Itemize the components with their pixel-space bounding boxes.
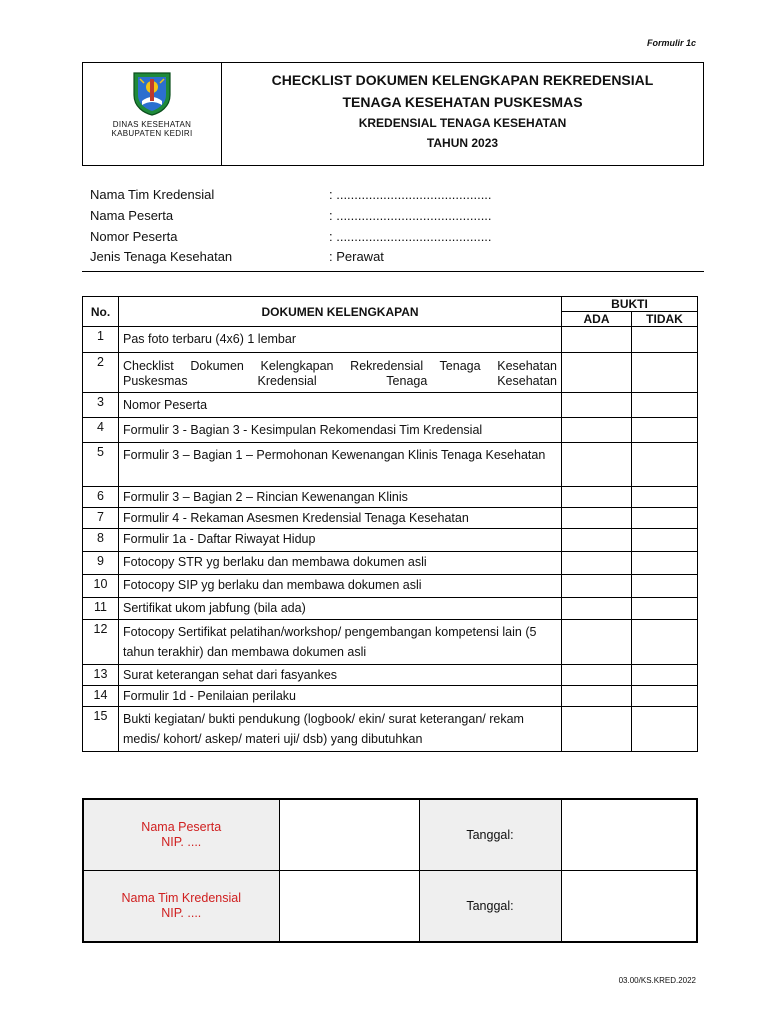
row-doc: Surat keterangan sehat dari fasyankes — [119, 665, 562, 686]
row-no: 1 — [83, 327, 119, 353]
col-no-header: No. — [83, 297, 119, 327]
col-bukti-header: BUKTI — [562, 297, 698, 312]
tidak-cell[interactable] — [632, 443, 698, 487]
ada-cell[interactable] — [562, 508, 632, 529]
tim-name-label: Nama Tim Kredensial — [121, 891, 241, 905]
ada-cell[interactable] — [562, 353, 632, 393]
row-no: 11 — [83, 598, 119, 620]
col-ada-header: ADA — [562, 312, 632, 327]
peserta-name-label: Nama Peserta — [141, 820, 222, 834]
row-doc: Fotocopy Sertifikat pelatihan/workshop/ pengembangan kompetensi lain (5 tahun terakhir) dan membawa dokumen asli — [119, 620, 562, 665]
row-doc: Formulir 3 – Bagian 2 – Rincian Kewenangan Klinis — [119, 487, 562, 508]
row-doc: Fotocopy SIP yg berlaku dan membawa dokumen asli — [119, 575, 562, 598]
ada-cell[interactable] — [562, 707, 632, 752]
table-row — [83, 393, 698, 418]
ada-cell[interactable] — [562, 552, 632, 575]
tim-nip-label: NIP. .... — [161, 906, 202, 920]
row-no: 13 — [83, 665, 119, 686]
document-code: 03.00/KS.KRED.2022 — [618, 976, 696, 985]
row-doc: Formulir 1a - Daftar Riwayat Hidup — [119, 529, 562, 552]
tidak-cell[interactable] — [632, 598, 698, 620]
tidak-cell[interactable] — [632, 686, 698, 707]
row-no: 7 — [83, 508, 119, 529]
signature-table — [82, 798, 698, 943]
tidak-cell[interactable] — [632, 353, 698, 393]
row-doc: Formulir 4 - Rekaman Asesmen Kredensial Tenaga Kesehatan — [119, 508, 562, 529]
tim-date-label: Tanggal: — [419, 871, 561, 943]
ada-cell[interactable] — [562, 443, 632, 487]
row-doc: Fotocopy STR yg berlaku dan membawa dokumen asli — [119, 552, 562, 575]
table-row — [83, 353, 698, 393]
row-no: 8 — [83, 529, 119, 552]
tidak-cell[interactable] — [632, 327, 698, 353]
row-no: 9 — [83, 552, 119, 575]
row-no: 4 — [83, 418, 119, 443]
row-no: 2 — [83, 353, 119, 393]
table-row — [83, 443, 698, 487]
info-value-tim: : ........................................... — [329, 187, 492, 202]
col-doc-header: DOKUMEN KELENGKAPAN — [119, 297, 562, 327]
info-value-peserta: : ........................................... — [329, 208, 492, 223]
info-label-nomor: Nomor Peserta — [90, 229, 178, 244]
ada-cell[interactable] — [562, 575, 632, 598]
tim-name-cell — [83, 871, 279, 943]
subtitle-line2: TAHUN 2023 — [426, 136, 499, 150]
row-no: 15 — [83, 707, 119, 752]
row-doc: Formulir 3 - Bagian 3 - Kesimpulan Rekomendasi Tim Kredensial — [119, 418, 562, 443]
org-name-line2: KABUPATEN KEDIRI — [111, 129, 193, 138]
info-label-peserta: Nama Peserta — [90, 208, 174, 223]
tidak-cell[interactable] — [632, 707, 698, 752]
tim-signature-cell[interactable] — [279, 871, 419, 943]
info-divider — [82, 271, 704, 272]
table-row — [83, 598, 698, 620]
table-row — [83, 418, 698, 443]
tidak-cell[interactable] — [632, 508, 698, 529]
info-value-nomor: : ........................................... — [329, 229, 492, 244]
checklist-table — [82, 296, 698, 752]
row-doc: Formulir 3 – Bagian 1 – Permohonan Kewenangan Klinis Tenaga Kesehatan — [119, 443, 562, 487]
table-row — [83, 552, 698, 575]
ada-cell[interactable] — [562, 598, 632, 620]
ada-cell[interactable] — [562, 620, 632, 665]
title-line2: TENAGA KESEHATAN PUSKESMAS — [342, 94, 583, 110]
row-no: 10 — [83, 575, 119, 598]
subtitle-line1: KREDENSIAL TENAGA KESEHATAN — [358, 116, 567, 130]
peserta-date-cell[interactable] — [561, 799, 697, 871]
header-box — [82, 62, 704, 166]
tidak-cell[interactable] — [632, 393, 698, 418]
table-row — [83, 529, 698, 552]
table-row — [83, 707, 698, 752]
ada-cell[interactable] — [562, 393, 632, 418]
ada-cell[interactable] — [562, 686, 632, 707]
table-row — [83, 686, 698, 707]
info-label-tim: Nama Tim Kredensial — [90, 187, 215, 202]
peserta-name-cell — [83, 799, 279, 871]
ada-cell[interactable] — [562, 487, 632, 508]
table-row — [83, 508, 698, 529]
row-no: 14 — [83, 686, 119, 707]
peserta-nip-label: NIP. .... — [161, 835, 202, 849]
kabupaten-emblem-icon — [128, 69, 176, 117]
tidak-cell[interactable] — [632, 575, 698, 598]
form-code: Formulir 1c — [646, 38, 696, 48]
header-title-cell — [222, 63, 703, 165]
ada-cell[interactable] — [562, 327, 632, 353]
table-row — [83, 487, 698, 508]
row-no: 6 — [83, 487, 119, 508]
info-label-jenis: Jenis Tenaga Kesehatan — [90, 249, 233, 264]
row-doc: Nomor Peserta — [119, 393, 562, 418]
row-no: 5 — [83, 443, 119, 487]
info-value-jenis: : Perawat — [329, 249, 384, 264]
row-doc: Formulir 1d - Penilaian perilaku — [119, 686, 562, 707]
tidak-cell[interactable] — [632, 552, 698, 575]
row-no: 12 — [83, 620, 119, 665]
table-row — [83, 665, 698, 686]
peserta-date-label: Tanggal: — [419, 799, 561, 871]
row-doc: Bukti kegiatan/ bukti pendukung (logbook/ ekin/ surat keterangan/ rekam medis/ kohort/ askep/ materi uji/ dsb) yang dibutuhkan — [119, 707, 562, 752]
tidak-cell[interactable] — [632, 418, 698, 443]
row-doc: Pas foto terbaru (4x6) 1 lembar — [119, 327, 562, 353]
signature-row — [83, 871, 697, 943]
peserta-signature-cell[interactable] — [279, 799, 419, 871]
tidak-cell[interactable] — [632, 620, 698, 665]
table-row — [83, 575, 698, 598]
row-no: 3 — [83, 393, 119, 418]
org-name-line1: DINAS KESEHATAN — [112, 120, 192, 129]
tidak-cell[interactable] — [632, 529, 698, 552]
ada-cell[interactable] — [562, 418, 632, 443]
tim-date-cell[interactable] — [561, 871, 697, 943]
table-row — [83, 620, 698, 665]
row-doc: Checklist Dokumen Kelengkapan Rekredensial Tenaga Kesehatan Puskesmas Kredensial Tenaga Kesehatan — [119, 353, 562, 393]
ada-cell[interactable] — [562, 529, 632, 552]
tidak-cell[interactable] — [632, 665, 698, 686]
title-line1: CHECKLIST DOKUMEN KELENGKAPAN REKREDENSIAL — [271, 72, 654, 88]
signature-row — [83, 799, 697, 871]
table-row — [83, 327, 698, 353]
col-tidak-header: TIDAK — [632, 312, 698, 327]
header-logo-cell — [83, 63, 222, 165]
row-doc: Sertifikat ukom jabfung (bila ada) — [119, 598, 562, 620]
ada-cell[interactable] — [562, 665, 632, 686]
tidak-cell[interactable] — [632, 487, 698, 508]
